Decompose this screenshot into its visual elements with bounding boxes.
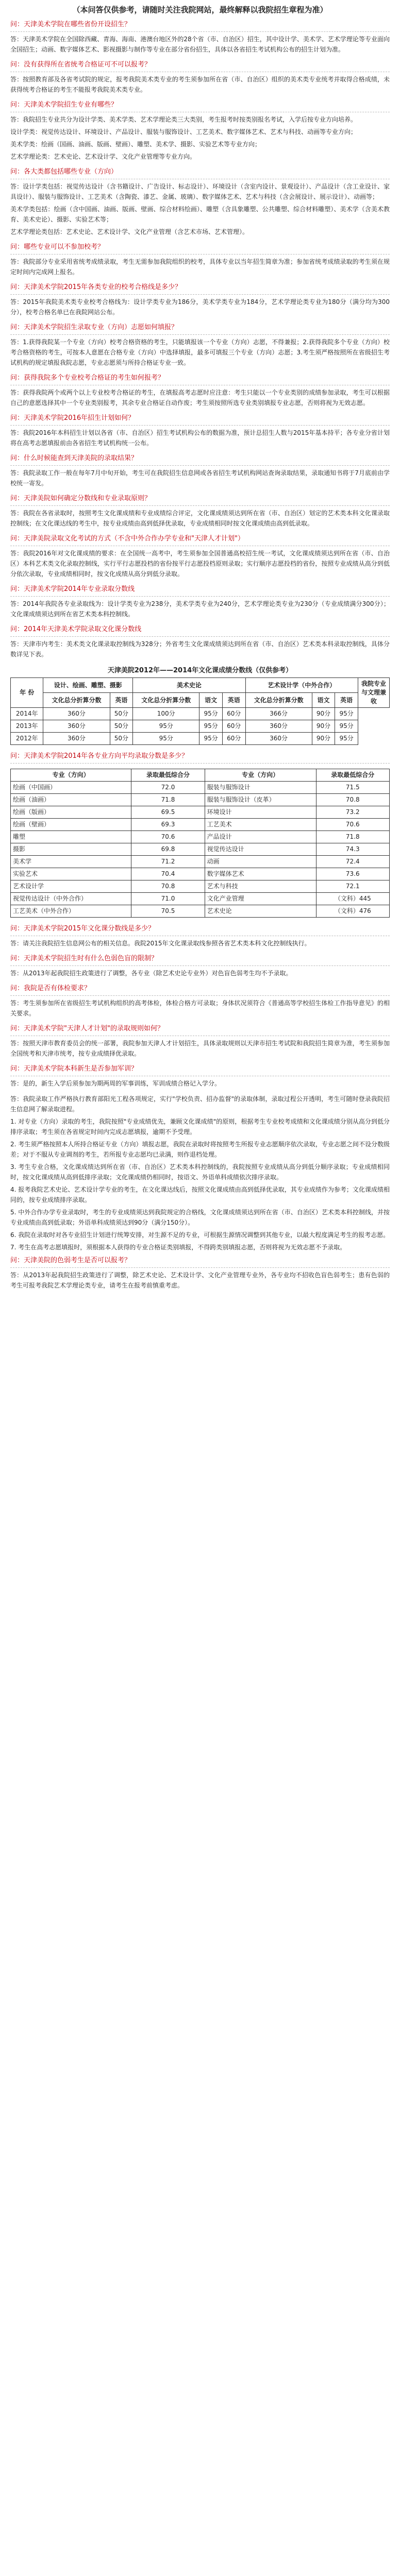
answer [10, 508, 390, 529]
answer-paragraph: 美术学类：绘画（国画、油画、版画、壁画）、雕塑、美术学、摄影、实验艺术等专业方向； [10, 141, 261, 148]
table2-cell: 绘画（中国画） [11, 782, 131, 794]
qa-item [10, 323, 390, 368]
table1-cell: 360分 [43, 720, 110, 733]
table2-cell: 69.8 [131, 843, 205, 856]
table1-group1-header: 设计、绘画、雕塑、摄影 [43, 678, 133, 693]
answer-paragraph: 答：设计学类包括：视觉传达设计（含书籍设计、广告设计、标志设计）、环境设计（含室内设计、景观设计）、产品设计（含工业设计、家具设计）、服装与服饰设计、工艺美术（含陶瓷、漆艺、金属、玻璃）、数字媒体艺术、艺术与科技（含会展设计、展示设计）、动画等； [10, 183, 390, 200]
table2-cell: 服装与服饰设计（皮革） [205, 794, 316, 806]
question: 问：各大类都包括哪些专业（方向） [10, 167, 390, 179]
question: 问：天津美术学院2015年各类专业的校考合格线是多少？ [10, 282, 390, 295]
table1-cell: 360分 [245, 733, 312, 745]
table2-row [11, 856, 390, 868]
table1-cell: 90分 [312, 720, 335, 733]
table2-cell: 73.2 [316, 806, 389, 819]
question: 问：天津美术学院招生录取专业（方向）志愿如何填报？ [10, 323, 390, 335]
table1-subheader-row [11, 693, 390, 708]
table1-subheader: 文化总分折算分数 [133, 693, 199, 708]
table1-cell: 50分 [110, 720, 133, 733]
table2-cell: 绘画（油画） [11, 794, 131, 806]
table1-title: 天津美院2012年——2014年文化课成绩分数线（仅供参考） [107, 667, 293, 674]
table2-row [11, 843, 390, 856]
answer [10, 468, 390, 488]
question: 问：天津美术学院招生时有什么色弱色盲的限制？ [10, 954, 390, 966]
answer [10, 428, 390, 448]
table1-cell: 95分 [335, 720, 358, 733]
question: 问：我院是否有体检要求？ [10, 984, 390, 996]
table2-cell: 69.3 [131, 819, 205, 831]
table1-year: 2014年 [11, 708, 43, 720]
question: 问：获得我院多个专业校考合格证的考生如何报考？ [10, 373, 390, 385]
table1-cell: 95分 [335, 708, 358, 720]
table2-cell: 71.2 [131, 856, 205, 868]
table1-cell: 60分 [222, 720, 245, 733]
answer-paragraph: 答：按照教育部及各省考试院的规定，报考我院美术类专业的考生须参加所在省（市、自治区）组织的美术类专业统考并取得合格成绩，未获得统考合格证的考生不能报考我院美术类专业。 [10, 76, 390, 93]
answer-paragraph: 答：2015年我院美术类专业校考合格线为：设计学类专业为186分，美术学类专业为184分，艺术学理论类专业为180分（满分均为300分），校考合格名单已在我院网站公布。 [10, 298, 390, 316]
table2-cell: 美术学 [11, 856, 131, 868]
table2-cell: 雕塑 [11, 831, 131, 843]
table2-row [11, 794, 390, 806]
question: 问：没有获得所在省统考合格证可不可以报考？ [10, 60, 390, 72]
table1-subheader: 语文 [199, 693, 223, 708]
table2-cell: 71.8 [131, 794, 205, 806]
qa-list [10, 20, 390, 659]
table2-cell: 艺术史论 [205, 905, 316, 918]
table1-last-col: 我院专业与文理兼收 [358, 678, 390, 708]
answer [10, 599, 390, 619]
qa-item [10, 924, 390, 948]
table1-cell: 360分 [43, 708, 110, 720]
table2-header: 录取最低综合分 [131, 769, 205, 782]
rule-paragraph: 5. 中外合作办学专业录取时，考生的专业成绩须达到我院规定的合格线，文化课成绩须达到所在省（市、自治区）艺术类本科控制线，并按专业成绩由高到低录取；外语单科成绩须达到90分（满分150分）。 [10, 1209, 390, 1226]
table2-row [11, 806, 390, 819]
table2-cell: 环境设计 [205, 806, 316, 819]
answer-paragraph: 答：请关注我院招生信息网公布的相关信息。我院2015年文化课录取线参照各省艺术类本科文化控制线执行。 [10, 940, 311, 947]
answer-paragraph: 答：我院录取工作一般在每年7月中旬开始，考生可在我院招生信息网或各省招生考试机构网站查询录取结果，录取通知书将于7月底前由学校统一寄发。 [10, 469, 390, 487]
table1-cell: 60分 [222, 708, 245, 720]
answer [10, 639, 390, 659]
qa-item [10, 242, 390, 277]
table2-header-row [11, 769, 390, 782]
table1-subheader: 文化总分折算分数 [43, 693, 110, 708]
table2-cell: 绘画（版画） [11, 806, 131, 819]
final-answer: 答：从2013年起我院招生政策进行了调整，除艺术史论、艺术设计学、文化产业管理专业外，各专业均不招收色盲色弱考生；患有色弱的考生可报考我院艺术学理论类专业，请考生在报考前慎重考虑。 [10, 1272, 390, 1289]
notice-header: （本问答仅供参考，请随时关注我院网站，最终解释以我院招生章程为准） [72, 5, 328, 14]
table2-cell: （文科）445 [316, 893, 389, 905]
table2-row [11, 893, 390, 905]
table2-cell: 摄影 [11, 843, 131, 856]
rule-paragraph: 6. 我院在录取时对各专业招生计划进行统筹安排，对生源不足的专业，可根据生源情况调整到其他专业，以最大程度满足考生的报考志愿。 [10, 1231, 390, 1239]
table2-cell: 71.5 [316, 782, 389, 794]
table2-row [11, 880, 390, 893]
table2-row [11, 782, 390, 794]
answer [10, 968, 390, 978]
answer-paragraph: 答：天津美术学院在全国除西藏、青海、海南、港澳台地区外的28个省（市、自治区）招生，其中设计学、美术学、艺术学理论等专业面向全国招生；动画、数字媒体艺术、影视摄影与制作等专业在部分省份招生，具体以各省招生考试机构公布的招生计划为准。 [10, 36, 390, 53]
table2-header: 录取最低综合分 [316, 769, 389, 782]
table1-cell: 90分 [312, 708, 335, 720]
table2-header: 专业（方向） [205, 769, 316, 782]
table1-cell: 95分 [199, 708, 223, 720]
answer-paragraph: 答：我院2016年本科招生计划以各省（市、自治区）招生考试机构公布的数据为准，预计总招生人数与2015年基本持平；各专业分省计划将在高考志愿填报前由各省招生考试机构统一公布。 [10, 429, 390, 447]
table1-subheader: 英语 [222, 693, 245, 708]
answer-paragraph: 答：考生须参加所在省级招生考试机构组织的高考体检，体检合格方可录取；身体状况须符合《普通高等学校招生体检工作指导意见》的相关要求。 [10, 999, 390, 1017]
answer-paragraph: 答：获得我院两个或两个以上专业校考合格证的考生，在填报高考志愿时应注意：考生只能以一个专业类别的成绩参加录取，考生可以根据自己的意愿选择其中一个专业类别报考，其余专业合格证自动作废；考生须按照所选专业类别填报专业志愿，否则将视为无效志愿。 [10, 389, 390, 406]
question: 问：天津美术学院2014年专业录取分数线 [10, 584, 390, 597]
table2-cell: 70.8 [316, 794, 389, 806]
table1-cell: 100分 [133, 708, 199, 720]
answer [10, 548, 390, 579]
table2-cell: 艺术设计学 [11, 880, 131, 893]
question: 问：天津美术学院"天津人才计划"的录取规则如何？ [10, 1024, 390, 1036]
table1-year: 2012年 [11, 733, 43, 745]
question: 问：天津美术学院本科新生是否参加军训？ [10, 1064, 390, 1076]
qa-item [10, 584, 390, 619]
answer [10, 34, 390, 55]
table2-cell: 绘画（壁画） [11, 819, 131, 831]
table1-body [11, 708, 390, 745]
question: 问：天津美院如何确定分数线和专业录取原则？ [10, 494, 390, 506]
table1-subheader: 英语 [110, 693, 133, 708]
table2-cell: 视觉传达设计（中外合作） [11, 893, 131, 905]
qa-item [10, 534, 390, 579]
answer-paragraph: 答：从2013年起我院招生政策进行了调整，各专业（除艺术史论专业外）对色盲色弱考生均不予录取。 [10, 970, 292, 977]
answer-paragraph: 答：按照天津市教育委员会的统一部署，我院参加天津人才计划招生，具体录取规则以天津市招生考试院和我院招生简章为准，考生须参加全国统考和天津市统考，按专业成绩择优录取。 [10, 1040, 390, 1057]
answer [10, 181, 390, 237]
table1-cell: 95分 [199, 720, 223, 733]
answer-paragraph: 艺术学理论类包括：艺术史论、艺术设计学、文化产业管理（含艺术市场、艺术管理）。 [10, 228, 249, 235]
table2-cell: 文化产业管理 [205, 893, 316, 905]
table1-cell: 60分 [222, 733, 245, 745]
question: 问：天津美术学院招生专业有哪些？ [10, 100, 390, 112]
table1-cell: 360分 [43, 733, 110, 745]
answer-paragraph: 答：2014年我院各专业录取线为：设计学类专业为238分，美术学类专业为240分，艺术学理论类专业为230分（专业成绩满分300分）；文化课成绩须达到所在省艺术类本科控制线。 [10, 600, 390, 618]
qa-item [10, 624, 390, 659]
admission-score-table [10, 769, 390, 918]
question: 问：天津美术学院2016年招生计划如何？ [10, 413, 390, 426]
answer-paragraph: 美术学类包括：绘画（含中国画、油画、版画、壁画、综合材料绘画）、雕塑（含具象雕塑、公共雕塑、综合材料雕塑）、美术学（含美术教育、美术史论）、摄影、实验艺术等； [10, 206, 390, 223]
table2-cell: 71.8 [316, 831, 389, 843]
answer [10, 938, 390, 948]
qa-item [10, 60, 390, 95]
qa-list-2 [10, 924, 390, 1089]
qa-item [10, 954, 390, 978]
qa-item [10, 413, 390, 448]
table2-cell: 74.3 [316, 843, 389, 856]
table2-cell: 71.0 [131, 893, 205, 905]
qa-item [10, 282, 390, 317]
table2-cell: 70.6 [316, 819, 389, 831]
answer-paragraph: 设计学类：视觉传达设计、环境设计、产品设计、服装与服饰设计、工艺美术、数字媒体艺术、艺术与科技、动画等专业方向； [10, 128, 357, 135]
table1-cell: 366分 [245, 708, 312, 720]
table2-body [11, 782, 390, 918]
table1-year-header: 年 份 [11, 678, 43, 708]
qa-item [10, 373, 390, 408]
table1-group2-header: 美术史论 [133, 678, 245, 693]
table2-row [11, 868, 390, 880]
answer-paragraph: 答：1.获得我院某一个专业（方向）校考合格资格的考生，只能填报该一个专业（方向）志愿，不得兼报；2.获得我院多个专业（方向）校考合格资格的考生，可按本人意愿在合格专业（方向）中选择填报，最多可填报三个专业（方向）志愿；3.考生须严格按照所在省级招生考试机构的规定填报我院志愿，专业志愿须与所持合格证专业一致。 [10, 338, 390, 366]
table2-cell: 服装与服饰设计 [205, 782, 316, 794]
qa-item [10, 167, 390, 237]
table1-row [11, 733, 390, 745]
table2-cell: 70.6 [131, 831, 205, 843]
table2-cell: 73.6 [316, 868, 389, 880]
table2-cell: 70.4 [131, 868, 205, 880]
table2-row [11, 831, 390, 843]
answer [10, 1038, 390, 1059]
qa-item [10, 20, 390, 55]
table1-group3-header: 艺术设计学（中外合作） [245, 678, 358, 693]
table1-cell: 50分 [110, 733, 133, 745]
table2-cell: 数字媒体艺术 [205, 868, 316, 880]
answer [10, 257, 390, 277]
answer [10, 387, 390, 408]
qa-item [10, 100, 390, 162]
qa-item [10, 1064, 390, 1089]
table2-header: 专业（方向） [11, 769, 131, 782]
rule-paragraph: 2. 考生须严格按照本人所持合格证专业（方向）填报志愿，我院在录取时将按照考生所报专业志愿顺序依次录取，专业志愿之间不设分数级差；对于不服从专业调剂的考生，若所报专业志愿均已录满，则作退档处理。 [10, 1141, 390, 1158]
table2-question: 问：天津美术学院2014年各专业方向平均录取分数是多少？ [10, 751, 390, 764]
qa-item [10, 984, 390, 1019]
rule-paragraph: 3. 考生专业合格，文化课成绩达到所在省（市、自治区）艺术类本科控制线的，我院按照专业成绩从高分到低分顺序录取；专业成绩相同时，按文化课成绩从高到低排序录取；文化课成绩仍相同时，按语文、外语单科成绩依次排序录取。 [10, 1163, 390, 1181]
table1-cell: 90分 [312, 733, 335, 745]
question: 问：2014年天津美术学院录取文化课分数线 [10, 624, 390, 637]
table2-cell: （文科）476 [316, 905, 389, 918]
answer-paragraph: 答：天津市内考生：美术类文化课录取控制线为328分；外省考生文化课成绩须达到所在省（市、自治区）艺术类本科录取控制线，具体分数详见下表。 [10, 640, 390, 658]
rule-paragraph: 4. 报考我院艺术史论、艺术设计学专业的考生，在文化课达线后，按照文化课成绩由高到低择优录取，其专业成绩作为参考；文化课成绩相同的，按专业成绩排序录取。 [10, 1186, 390, 1204]
answer-paragraph: 艺术学理论类：艺术史论、艺术设计学、文化产业管理等专业方向。 [10, 153, 196, 160]
answer-paragraph: 答：我院2016年对文化课成绩的要求：在全国统一高考中，考生须参加全国普通高校招生统一考试，文化课成绩须达到所在省（市、自治区）本科艺术类文化录取控制线，实行平行志愿投档的省份按平行志愿投档原则录取；实行顺序志愿投档的省份，按照专业成绩从高分到低分依次录取，专业成绩相同时，按文化成绩从高分到低分录取。 [10, 550, 390, 578]
table1-row [11, 708, 390, 720]
answer-paragraph: 答：我院部分专业采用省统考成绩录取，考生无需参加我院组织的校考，具体专业以当年招生简章为准；参加省统考成绩录取的考生须在规定时间内完成网上报名。 [10, 258, 390, 276]
table2-cell: 艺术与科技 [205, 880, 316, 893]
table1-cell: 360分 [245, 720, 312, 733]
table2-cell: 72.1 [316, 880, 389, 893]
table2-cell: 动画 [205, 856, 316, 868]
admission-rules [10, 1094, 390, 1252]
table2-cell: 视觉传达设计 [205, 843, 316, 856]
answer [10, 1078, 390, 1089]
table1-year: 2013年 [11, 720, 43, 733]
question: 问：哪些专业可以不参加校考？ [10, 242, 390, 255]
table2-row [11, 905, 390, 918]
table2-cell: 70.5 [131, 905, 205, 918]
qa-item [10, 494, 390, 529]
answer [10, 74, 390, 95]
table2-cell: 72.4 [316, 856, 389, 868]
table1-cell: 50分 [110, 708, 133, 720]
table1-cell: 95分 [133, 733, 199, 745]
final-question: 问：天津美院的色弱考生是否可以报考？ [10, 1256, 390, 1268]
table1-row [11, 720, 390, 733]
table2-row [11, 819, 390, 831]
answer-paragraph: 答：我院在各省录取时，按照考生文化课成绩和专业成绩综合评定，文化课成绩须达到所在省（市、自治区）划定的艺术类本科文化课录取控制线；在文化课达线的考生中，按专业成绩由高到低择优录取，专业成绩相同时按文化课成绩由高到低录取。 [10, 510, 390, 527]
table2-cell: 工艺美术 [205, 819, 316, 831]
table2-cell: 70.8 [131, 880, 205, 893]
table1-cell: 95分 [199, 733, 223, 745]
answer-paragraph: 答：我院招生专业共分为设计学类、美术学类、艺术学理论类三大类别，考生报考时按类别报名考试，入学后按专业方向培养。 [10, 116, 357, 123]
answer-paragraph: 答：是的，新生入学后须参加为期两周的军事训练，军训成绩合格记入学分。 [10, 1080, 221, 1087]
table2-cell: 产品设计 [205, 831, 316, 843]
answer [10, 998, 390, 1019]
table1-subheader: 文化总分折算分数 [245, 693, 312, 708]
qa-item [10, 1024, 390, 1059]
table1-cell: 95分 [335, 733, 358, 745]
table2-cell: 69.5 [131, 806, 205, 819]
table2-cell: 72.0 [131, 782, 205, 794]
rule-paragraph: 1. 对专业（方向）录取的考生，我院按照"专业成绩优先，兼顾文化课成绩"的原则，根据考生专业校考成绩和文化课成绩分别从高分到低分排序录取；考生须在各省规定时间内完成志愿填报，逾期不予受理。 [10, 1118, 390, 1136]
answer [10, 297, 390, 317]
question: 问：天津美术学院在哪些省份开设招生？ [10, 20, 390, 32]
cultural-score-table [10, 677, 390, 745]
answer [10, 337, 390, 368]
table2-cell: 实验艺术 [11, 868, 131, 880]
question: 问：什么时候能查到天津美院的录取结果？ [10, 453, 390, 466]
rule-paragraph: 答：我院录取工作严格执行教育部阳光工程各项规定，实行"学校负责、招办监督"的录取体制，录取过程公开透明，考生可随时登录我院招生信息网了解录取进程。 [10, 1095, 390, 1113]
qa-item [10, 453, 390, 488]
table2-cell: 工艺美术（中外合作） [11, 905, 131, 918]
question: 问：天津美术学院2015年文化课分数线是多少？ [10, 924, 390, 936]
table1-cell: 95分 [133, 720, 199, 733]
table1-subheader: 英语 [335, 693, 358, 708]
answer [10, 114, 390, 162]
table1-subheader: 语文 [312, 693, 335, 708]
rule-paragraph: 7. 考生在高考志愿填报时，须根据本人获得的专业合格证类别填报，不得跨类别填报志愿，否则将视为无效志愿不予录取。 [10, 1244, 346, 1251]
question: 问：天津美院录取文化考试的方式（不含中外合作办学专业和"天津人才计划"） [10, 534, 390, 546]
